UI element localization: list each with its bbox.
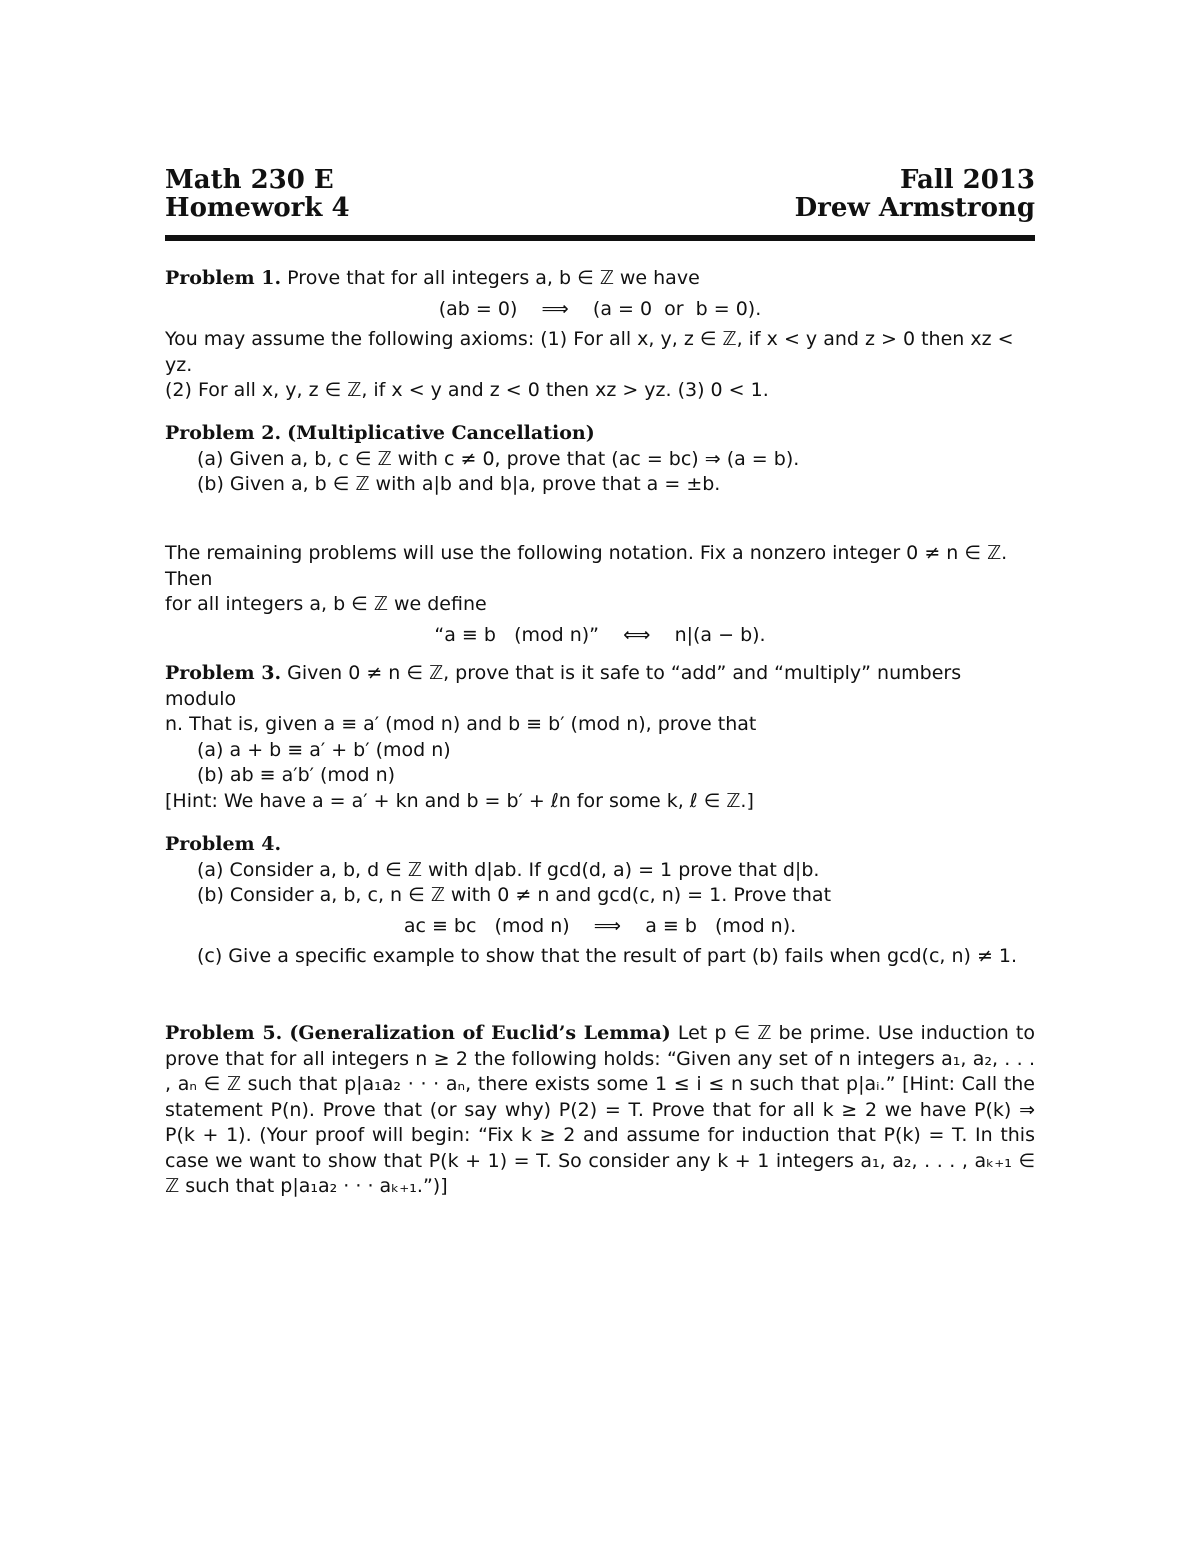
notation-paragraph xyxy=(165,541,1035,653)
problem-3-line1: Given 0 ≠ n ∈ ℤ, prove that is it safe to “add” and “multiply” numbers modulo xyxy=(165,662,962,710)
homework-page xyxy=(165,165,1036,1197)
problem-2-part-a: (a) Given a, b, c ∈ ℤ with c ≠ 0, prove that (ac = bc) ⇒ (a = b). xyxy=(197,447,800,470)
problem-3-part-b: (b) ab ≡ a′b′ (mod n) xyxy=(197,764,396,786)
notation-line2: for all integers a, b ∈ ℤ we define xyxy=(165,593,487,615)
problem-5-title: Problem 5. xyxy=(165,1022,283,1044)
problem-1-axioms-line1: You may assume the following axioms: (1) For all x, y, z ∈ ℤ, if x < y and z > 0 then xz < yz. xyxy=(165,328,1014,376)
problem-1-display: (ab = 0) ⟹ (a = 0 or b = 0). xyxy=(438,297,762,320)
notation-line1: The remaining problems will use the following notation. Fix a nonzero integer 0 ≠ n ∈ ℤ. Then xyxy=(165,542,1008,590)
problem-1-statement: Prove that for all integers a, b ∈ ℤ we have xyxy=(287,267,700,289)
problem-4-display: ac ≡ bc (mod n) ⟹ a ≡ b (mod n). xyxy=(403,914,797,937)
problem-5-text: Let p ∈ ℤ be prime. Use induction to prove that for all integers n ≥ 2 the following holds: “Given any set of n integers a₁, a₂, . . . , aₙ ∈ ℤ such that p|a₁a₂ · · · aₙ, there exists some 1 ≤ i ≤ n such that p|aᵢ.” [Hint: Call the statement P(n). Prove that (or say why) P(2) = T. Prove that for all k ≥ 2 we have P(k) ⇒ P(k + 1). (Your proof will begin: “Fix k ≥ 2 and assume for induction that P(k) = T. In this case we want to show that P(k + 1) = T. So consider any k + 1 integers a₁, a₂, . . . , aₖ₊₁ ∈ ℤ such that p|a₁a₂ · · · aₖ₊₁.”)] xyxy=(165,1022,1036,1197)
problem-3 xyxy=(165,661,1035,814)
header xyxy=(165,166,1035,222)
header-rule xyxy=(165,235,1035,241)
problem-3-title: Problem 3. xyxy=(165,662,282,684)
problem-3-hint: [Hint: We have a = a′ + kn and b = b′ + ℓn for some k, ℓ ∈ ℤ.] xyxy=(165,789,754,812)
problem-4-part-c: (c) Give a specific example to show that the result of part (b) fails when gcd(c, n) ≠ 1. xyxy=(197,945,1018,967)
term: Fall 2013 xyxy=(899,165,1035,195)
assignment-title: Homework 4 xyxy=(165,193,350,223)
problem-4-part-a: (a) Consider a, b, d ∈ ℤ with d|ab. If gcd(d, a) = 1 prove that d|b. xyxy=(197,858,820,881)
problem-1-title: Problem 1. xyxy=(165,267,282,289)
problem-2-subtitle: (Multiplicative Cancellation) xyxy=(287,422,595,444)
problem-3-line2: n. That is, given a ≡ a′ (mod n) and b ≡ b′ (mod n), prove that xyxy=(165,713,757,735)
problem-5 xyxy=(165,1021,1035,1200)
problem-2-title: Problem 2. xyxy=(165,422,282,444)
instructor-name: Drew Armstrong xyxy=(794,193,1035,223)
course-title: Math 230 E xyxy=(165,165,334,195)
problem-3-part-a: (a) a + b ≡ a′ + b′ (mod n) xyxy=(197,738,451,761)
problem-4 xyxy=(165,832,1035,970)
problem-5-subtitle: (Generalization of Euclid’s Lemma) xyxy=(289,1022,671,1044)
problem-2 xyxy=(165,421,1035,498)
problem-1 xyxy=(165,266,1035,404)
problem-4-title: Problem 4. xyxy=(165,833,282,855)
problem-1-axioms-line2: (2) For all x, y, z ∈ ℤ, if x < y and z < 0 then xz > yz. (3) 0 < 1. xyxy=(165,379,769,401)
problem-4-part-b: (b) Consider a, b, c, n ∈ ℤ with 0 ≠ n and gcd(c, n) = 1. Prove that xyxy=(197,884,832,906)
notation-display: “a ≡ b (mod n)” ⟺ n|(a − b). xyxy=(434,623,766,646)
problem-2-part-b: (b) Given a, b ∈ ℤ with a|b and b|a, prove that a = ±b. xyxy=(197,473,721,495)
